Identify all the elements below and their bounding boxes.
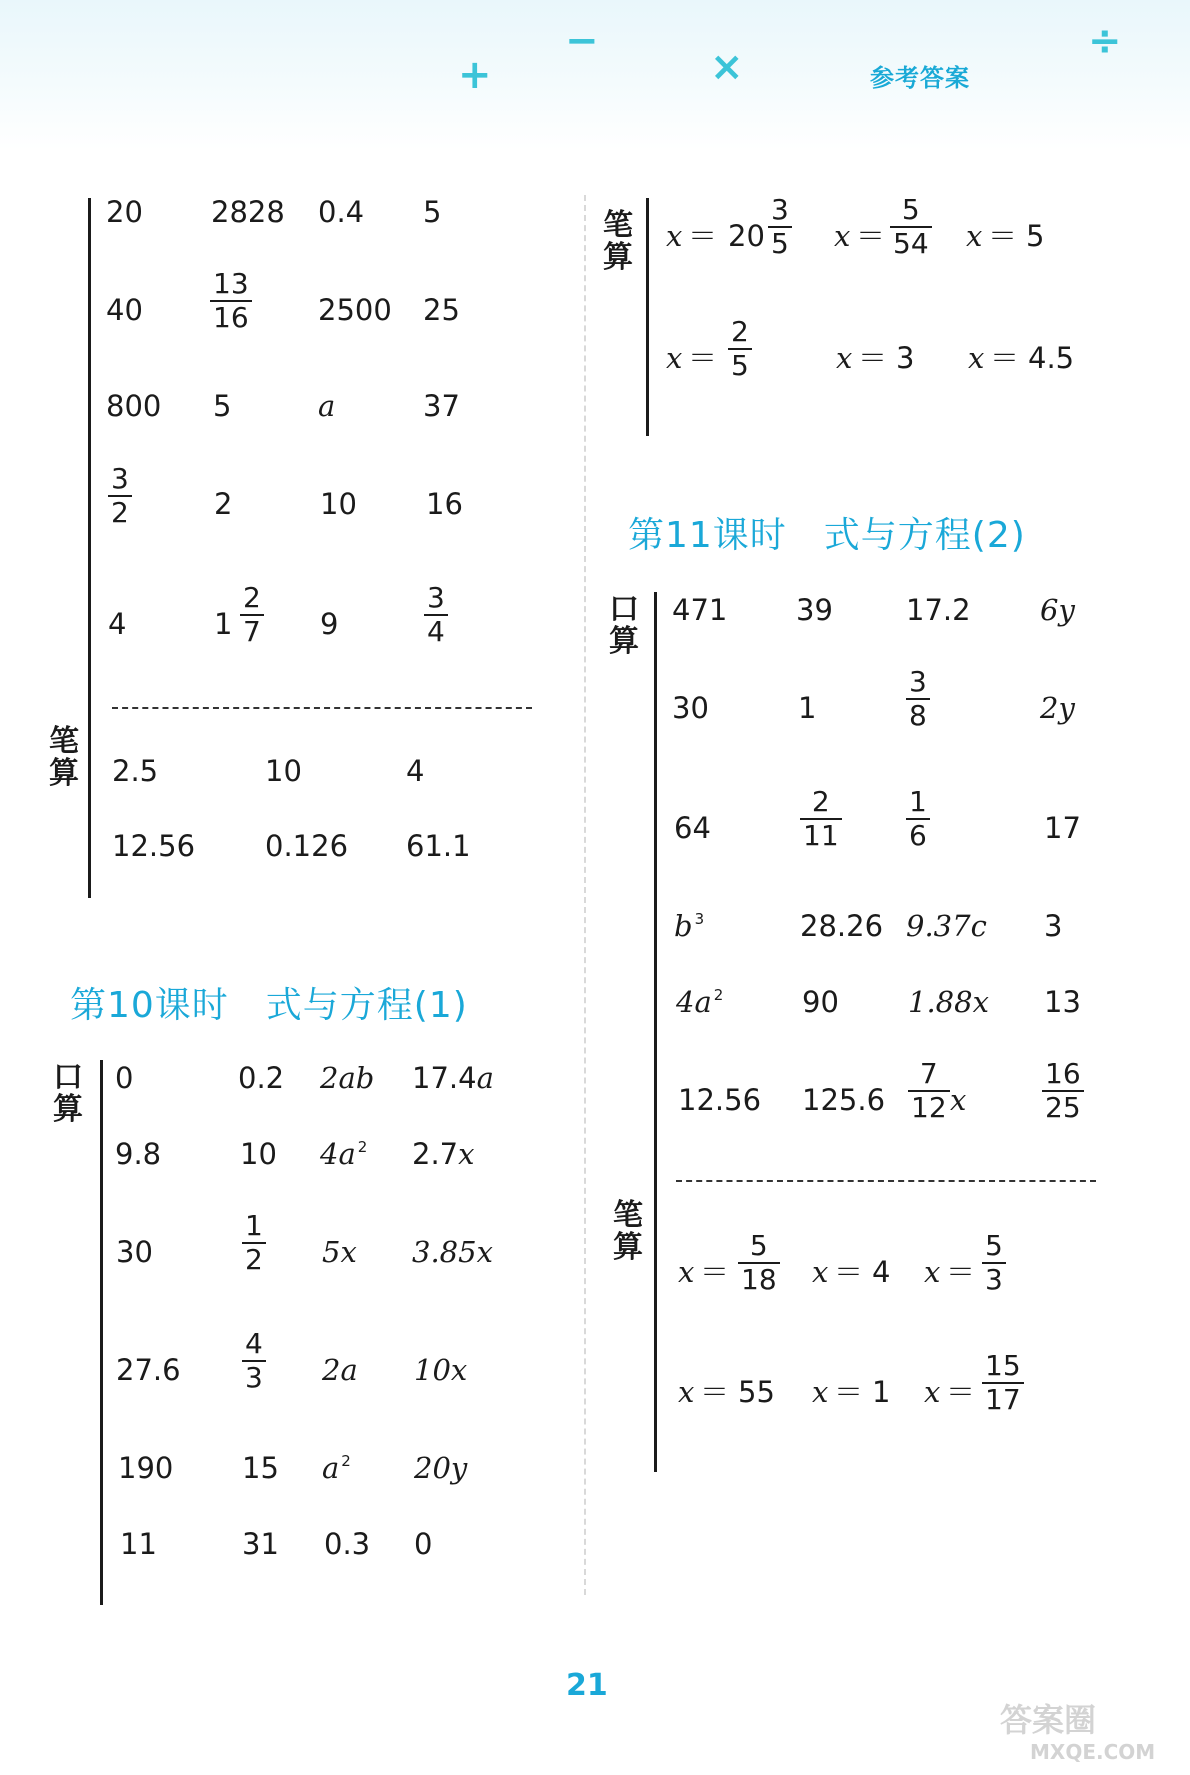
equals-sign: ＝: [990, 341, 1020, 375]
answer-cell: 0: [115, 1061, 134, 1095]
answer-value: 1: [872, 1375, 891, 1409]
answer-cell: 0.3: [324, 1527, 371, 1561]
page-number: 21: [566, 1668, 608, 1703]
answer-cell: 2a: [322, 1353, 358, 1387]
answer-cell: 10: [265, 754, 302, 788]
answer-cell: 16: [426, 487, 463, 521]
answer-cell: 471: [672, 593, 728, 627]
equals-sign: ＝: [700, 1255, 730, 1289]
answer-cell: 3: [1044, 909, 1063, 943]
answer-cell: 0: [414, 1527, 433, 1561]
answer-cell: 4: [406, 754, 425, 788]
fraction: [908, 1058, 950, 1124]
fraction: [108, 463, 132, 529]
answer-cell: 27.6: [116, 1353, 181, 1387]
answer-cell: 0.126: [265, 829, 349, 863]
answer-cell: 30: [672, 691, 709, 725]
answer-value: 4.5: [1028, 341, 1075, 375]
fraction: [242, 1210, 266, 1276]
answer-cell: 9.37c: [906, 909, 987, 943]
answer-cell: 12.56: [678, 1083, 762, 1117]
numerator: 3: [427, 581, 445, 614]
answer-cell: 20y: [414, 1451, 468, 1485]
answer-cell: 25: [423, 293, 460, 327]
equation-var: x: [836, 341, 853, 375]
answer-cell: [412, 1137, 475, 1171]
equals-sign: ＝: [946, 1255, 976, 1289]
section10-rule: [100, 1060, 103, 1605]
answer-cell: 39: [796, 593, 833, 627]
equals-sign: ＝: [688, 219, 718, 253]
answer-cell: 800: [106, 389, 162, 423]
answer-value: 3: [896, 341, 915, 375]
answer-cell: [322, 1451, 351, 1485]
equals-sign: ＝: [700, 1375, 730, 1409]
numerator: 1: [909, 785, 927, 818]
mixed-number-whole: 1: [214, 607, 233, 641]
answer-cell: 17.2: [906, 593, 971, 627]
numerator: 16: [1045, 1057, 1081, 1090]
fraction: [982, 1230, 1006, 1296]
denominator: 7: [240, 614, 264, 648]
numerator: 2: [731, 315, 749, 348]
answer-cell: 10x: [414, 1353, 468, 1387]
fraction: [890, 194, 932, 260]
answer-cell: 17: [1044, 811, 1081, 845]
answer-cell: 28.26: [800, 909, 884, 943]
equals-sign: ＝: [988, 219, 1018, 253]
denominator: 12: [908, 1090, 950, 1124]
coefficient: 2.7: [412, 1137, 459, 1171]
answer-value: 55: [738, 1375, 775, 1409]
equation-var: x: [924, 1375, 941, 1409]
denominator: 3: [982, 1262, 1006, 1296]
answer-cell: 3.85x: [412, 1235, 493, 1269]
equation-var: x: [966, 219, 983, 253]
written-calc-label: 笔算: [49, 724, 79, 792]
answer-cell: 40: [106, 293, 143, 327]
times-icon: ×: [710, 44, 744, 90]
written-calc-label: 笔算: [603, 208, 633, 276]
numerator: 15: [985, 1349, 1021, 1382]
answer-cell: [320, 1137, 368, 1171]
fraction: [906, 666, 930, 732]
section-title: 第10课时 式与方程(1): [70, 985, 468, 1026]
answer-cell: 2ab: [320, 1061, 375, 1095]
answer-cell: 2.5: [112, 754, 159, 788]
denominator: 25: [1042, 1090, 1084, 1124]
left-block1-rule: [88, 198, 91, 898]
answer-cell: [676, 985, 724, 1019]
answer-cell: 190: [118, 1451, 174, 1485]
denominator: 5: [728, 348, 752, 382]
answer-cell: 9: [320, 607, 339, 641]
equals-sign: ＝: [834, 1375, 864, 1409]
base: 4a: [676, 985, 712, 1019]
answer-cell: 20: [106, 195, 143, 229]
answer-cell: 90: [802, 985, 839, 1019]
equals-sign: ＝: [856, 219, 886, 253]
answer-cell: 61.1: [406, 829, 471, 863]
denominator: 54: [890, 226, 932, 260]
numerator: 4: [245, 1327, 263, 1360]
equals-sign: ＝: [858, 341, 888, 375]
base: 4a: [320, 1137, 356, 1171]
answer-cell: 13: [1044, 985, 1081, 1019]
numerator: 2: [243, 581, 261, 614]
denominator: 3: [242, 1360, 266, 1394]
answer-cell: 1: [798, 691, 817, 725]
mental-calc-label: 口算: [609, 592, 639, 660]
fraction: [424, 582, 448, 648]
answer-cell: 5x: [322, 1235, 357, 1269]
numerator: 3: [909, 665, 927, 698]
fraction: [242, 1328, 266, 1394]
fraction: [1042, 1058, 1084, 1124]
numerator: 5: [901, 193, 920, 226]
denominator: 4: [424, 614, 448, 648]
column-divider: [584, 195, 586, 1595]
answer-cell: 15: [242, 1451, 279, 1485]
equation-var: x: [678, 1375, 695, 1409]
answer-cell: 2: [214, 487, 233, 521]
exponent: 2: [357, 1138, 368, 1156]
numerator: 5: [749, 1229, 768, 1262]
plus-icon: +: [458, 52, 492, 98]
denominator: 8: [906, 698, 930, 732]
answer-cell: 10: [240, 1137, 277, 1171]
section-divider: [676, 1180, 1096, 1182]
equation-var: x: [666, 219, 683, 253]
numerator: 3: [111, 462, 129, 495]
answer-cell: 11: [120, 1527, 157, 1561]
answer-cell: 5: [213, 389, 232, 423]
equation-var: x: [924, 1255, 941, 1289]
exponent: 2: [341, 1452, 351, 1470]
answer-cell: 6y: [1040, 593, 1075, 627]
section-title: 第11课时 式与方程(2): [628, 515, 1026, 556]
numerator: 2: [811, 785, 830, 818]
exponent: 3: [694, 910, 705, 928]
denominator: 2: [242, 1242, 266, 1276]
right-top-rule: [646, 198, 649, 436]
numerator: 3: [771, 193, 789, 226]
answer-cell: 2828: [211, 195, 285, 229]
header-title: 参考答案: [870, 64, 970, 92]
answer-cell: 0.2: [238, 1061, 285, 1095]
denominator: 16: [210, 300, 252, 334]
answer-cell: 31: [242, 1527, 279, 1561]
denominator: 2: [108, 495, 132, 529]
answer-cell: [674, 909, 705, 943]
answer-cell: 64: [674, 811, 711, 845]
numerator: 7: [919, 1057, 938, 1090]
divide-icon: ÷: [1088, 18, 1122, 64]
section-divider: [112, 707, 532, 709]
answer-cell: 2y: [1040, 691, 1075, 725]
fraction: [906, 786, 930, 852]
answer-cell: 2500: [318, 293, 392, 327]
answer-cell: 4: [108, 607, 127, 641]
equals-sign: ＝: [946, 1375, 976, 1409]
answer-cell: 9.8: [115, 1137, 162, 1171]
answer-cell: 37: [423, 389, 460, 423]
fraction: [768, 194, 792, 260]
base: a: [322, 1451, 340, 1485]
denominator: 5: [768, 226, 792, 260]
fraction: [210, 268, 252, 334]
denominator: 11: [800, 818, 842, 852]
fraction: [240, 582, 264, 648]
coefficient: 17.4: [412, 1061, 477, 1095]
mixed-number-whole: 20: [728, 219, 765, 253]
answer-cell: 10: [320, 487, 357, 521]
answer-cell: 12.56: [112, 829, 196, 863]
equation-var: x: [834, 219, 851, 253]
variable: a: [476, 1061, 494, 1095]
base: b: [674, 909, 693, 943]
watermark-logo: 答案圈: [1000, 1701, 1097, 1739]
fraction: [800, 786, 842, 852]
answer-cell: [412, 1061, 494, 1095]
denominator: 6: [906, 818, 930, 852]
fraction: [738, 1230, 780, 1296]
denominator: 18: [738, 1262, 780, 1296]
equals-sign: ＝: [834, 1255, 864, 1289]
watermark-site: MXQE.COM: [1030, 1740, 1156, 1764]
equation-var: x: [678, 1255, 695, 1289]
equation-var: x: [812, 1255, 829, 1289]
exponent: 2: [713, 986, 724, 1004]
numerator: 13: [213, 267, 249, 300]
fraction: [982, 1350, 1024, 1416]
mental-calc-label: 口算: [53, 1060, 83, 1128]
answer-cell: 0.4: [318, 195, 365, 229]
minus-icon: −: [565, 18, 599, 64]
variable: x: [458, 1137, 475, 1171]
fraction: [728, 316, 752, 382]
equals-sign: ＝: [688, 341, 718, 375]
equation-var: x: [812, 1375, 829, 1409]
equation-var: x: [968, 341, 985, 375]
answer-cell: 125.6: [802, 1083, 886, 1117]
answer-cell: a: [318, 389, 336, 423]
variable: x: [950, 1083, 967, 1117]
numerator: 1: [245, 1209, 263, 1242]
equation-var: x: [666, 341, 683, 375]
denominator: 17: [982, 1382, 1024, 1416]
answer-cell: 5: [423, 195, 442, 229]
written-calc-label: 笔算: [613, 1198, 643, 1266]
section11-rule: [654, 592, 657, 1472]
answer-value: 5: [1026, 219, 1045, 253]
numerator: 5: [985, 1229, 1003, 1262]
answer-cell: 1.88x: [908, 985, 989, 1019]
answer-cell: 30: [116, 1235, 153, 1269]
answer-value: 4: [872, 1255, 891, 1289]
